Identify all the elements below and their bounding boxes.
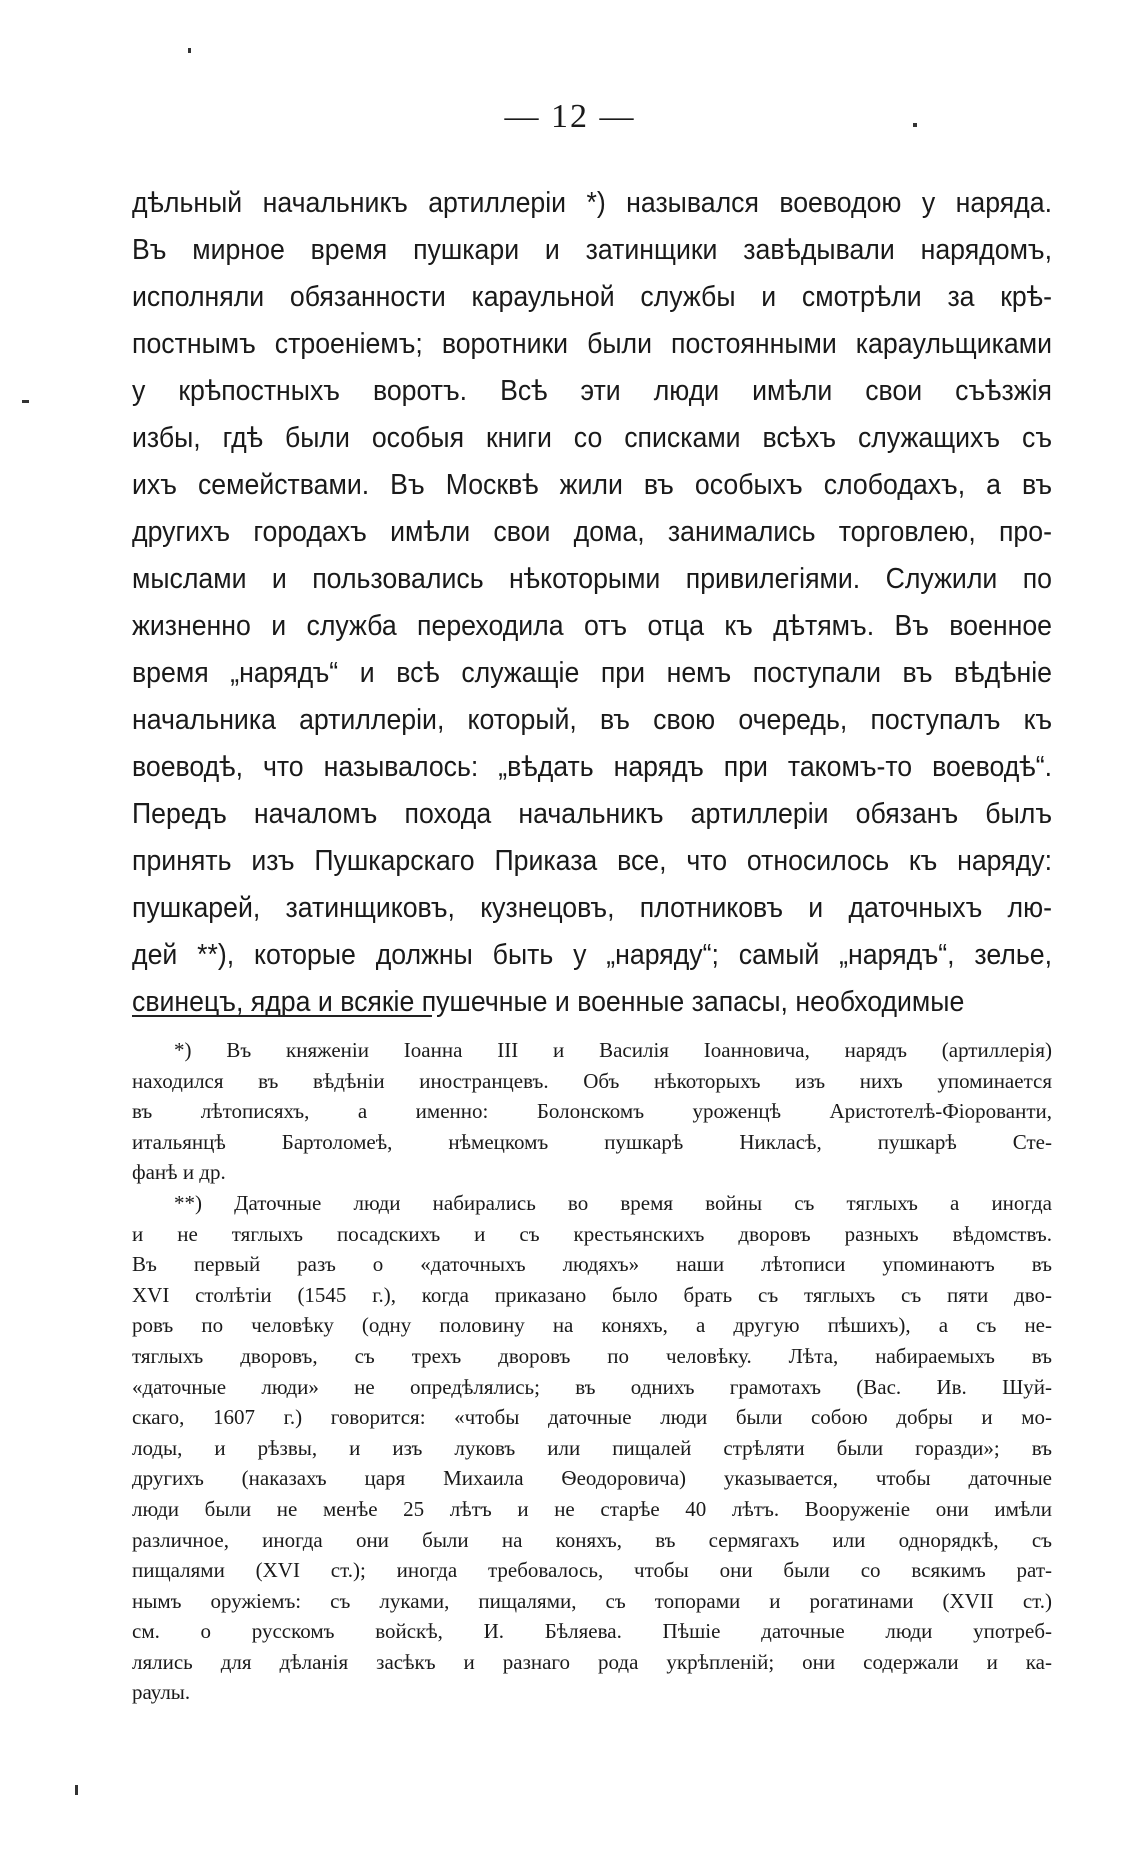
text-line: дѣльный начальникъ артиллеріи *) назывался воеводою у наряда. (132, 187, 1052, 219)
text-line: свинецъ, ядра и всякіе пушечные и военные запасы, необходимые (132, 986, 965, 1018)
footnote-line: другихъ (наказахъ царя Михаила Ѳеодоровича) указывается, чтобы даточные (132, 1466, 1052, 1491)
footnote-line: и не тяглыхъ посадскихъ и съ крестьянскихъ дворовъ разныхъ вѣдомствъ. (132, 1221, 1052, 1246)
footnote-line: «даточные люди» не опредѣлялись; въ однихъ грамотахъ (Вас. Ив. Шуй- (132, 1374, 1052, 1399)
print-speck (75, 1785, 78, 1795)
footnote-line: находился въ вѣдѣніи иностранцевъ. Объ нѣкоторыхъ изъ нихъ упоминается (132, 1068, 1052, 1093)
footnote-line: раулы. (132, 1680, 191, 1705)
footnote-line: лоды, и рѣзвы, и изъ луковъ или пищалей стрѣляти были горазди»; въ (132, 1435, 1052, 1460)
text-line: Въ мирное время пушкари и затинщики завѣдывали нарядомъ, (132, 234, 1052, 266)
footnote-line: различное, иногда они были на коняхъ, въ сермягахъ или однорядкѣ, съ (132, 1527, 1052, 1552)
footnote-conscripts (132, 1188, 1052, 1708)
footnote-line: пищалями (XVI ст.); иногда требовалось, чтобы они были со всякимъ рат- (132, 1558, 1052, 1583)
footnote-line: скаго, 1607 г.) говорится: «чтобы даточные люди были собою добры и мо- (132, 1405, 1052, 1430)
footnote-line: лялись для дѣланія засѣкъ и разнаго рода укрѣпленій; они содержали и ка- (132, 1649, 1052, 1674)
text-line: жизненно и служба переходила отъ отца къ дѣтямъ. Въ военное (132, 610, 1052, 642)
text-line: время „нарядъ“ и всѣ служащіе при немъ поступали въ вѣдѣніе (132, 657, 1052, 689)
footnote-separator (132, 1015, 432, 1017)
text-line: пушкарей, затинщиковъ, кузнецовъ, плотниковъ и даточныхъ лю- (132, 892, 1052, 924)
text-line: избы, гдѣ были особыя книги со списками всѣхъ служащихъ съ (132, 422, 1052, 454)
text-line: постнымъ строеніемъ; воротники были постоянными карaульщиками (132, 328, 1052, 360)
text-line: мыслами и пользовались нѣкоторыми привилегіями. Служили по (132, 563, 1052, 595)
main-text-block (132, 180, 1052, 1026)
footnotes (132, 1035, 1052, 1708)
text-line: у крѣпостныхъ воротъ. Всѣ эти люди имѣли свои съѣзжія (132, 375, 1052, 407)
footnote-line: въ лѣтописяхъ, а именно: Болонскомъ уроженцѣ Аристотелѣ-Фіорованти, (132, 1099, 1052, 1124)
text-line: дей **), которые должны быть у „наряду“; самый „нарядъ“, зелье, (132, 939, 1052, 971)
footnote-line: см. о русскомъ войскѣ, И. Бѣляева. Пѣшіе даточные люди употреб- (132, 1619, 1052, 1644)
print-speck (188, 48, 191, 53)
footnote-line: XVI столѣтіи (1545 г.), когда приказано было брать съ тяглыхъ съ пяти дво- (132, 1282, 1052, 1307)
text-line: воеводѣ, что называлось: „вѣдать нарядъ при такомъ-то воеводѣ“. (132, 751, 1052, 783)
text-line: другихъ городахъ имѣли свои дома, занимались торговлею, про- (132, 516, 1052, 548)
page-number: — 12 — (504, 98, 636, 135)
footnote-line: итальянцѣ Бартоломеѣ, нѣмецкомъ пушкарѣ Никласѣ, пушкарѣ Сте- (132, 1129, 1052, 1154)
text-line: исполняли обязанности караульной службы и смотрѣли за крѣ- (132, 281, 1052, 313)
footnote-line: люди были не менѣе 25 лѣтъ и не старѣе 40 лѣтъ. Вооруженіе они имѣли (132, 1496, 1052, 1521)
footnote-line: Въ первый разъ о «даточныхъ людяхъ» наши лѣтописи упоминаютъ въ (132, 1252, 1052, 1277)
footnote-line: ровъ по человѣку (одну половину на коняхъ, а другую пѣшихъ), а съ не- (132, 1313, 1052, 1338)
footnote-line: *) Въ княженіи Іоанна III и Василія Іоанновича, нарядъ (артиллерія) (174, 1038, 1052, 1062)
footnote-line: тяглыхъ дворовъ, съ трехъ дворовъ по человѣку. Лѣта, набираемыхъ въ (132, 1343, 1052, 1368)
text-line: начальника артиллеріи, который, въ свою очередь, поступалъ къ (132, 704, 1052, 736)
text-line: принять изъ Пушкарскаго Приказа все, что относилось къ наряду: (132, 845, 1052, 877)
text-line: Передъ началомъ похода начальникъ артиллеріи обязанъ былъ (132, 798, 1052, 830)
footnote-artillery (132, 1035, 1052, 1188)
text-line: ихъ семействами. Въ Москвѣ жили въ особыхъ слободахъ, а въ (132, 469, 1052, 501)
footnote-line: фанѣ и др. (132, 1160, 226, 1185)
footnote-line: **) Даточные люди набирались во время войны съ тяглыхъ а иногда (174, 1190, 1052, 1215)
print-speck (22, 400, 29, 403)
footnote-line: нымъ оружіемъ: съ луками, пищалями, съ топорами и рогатинами (XVII ст.) (132, 1588, 1052, 1613)
